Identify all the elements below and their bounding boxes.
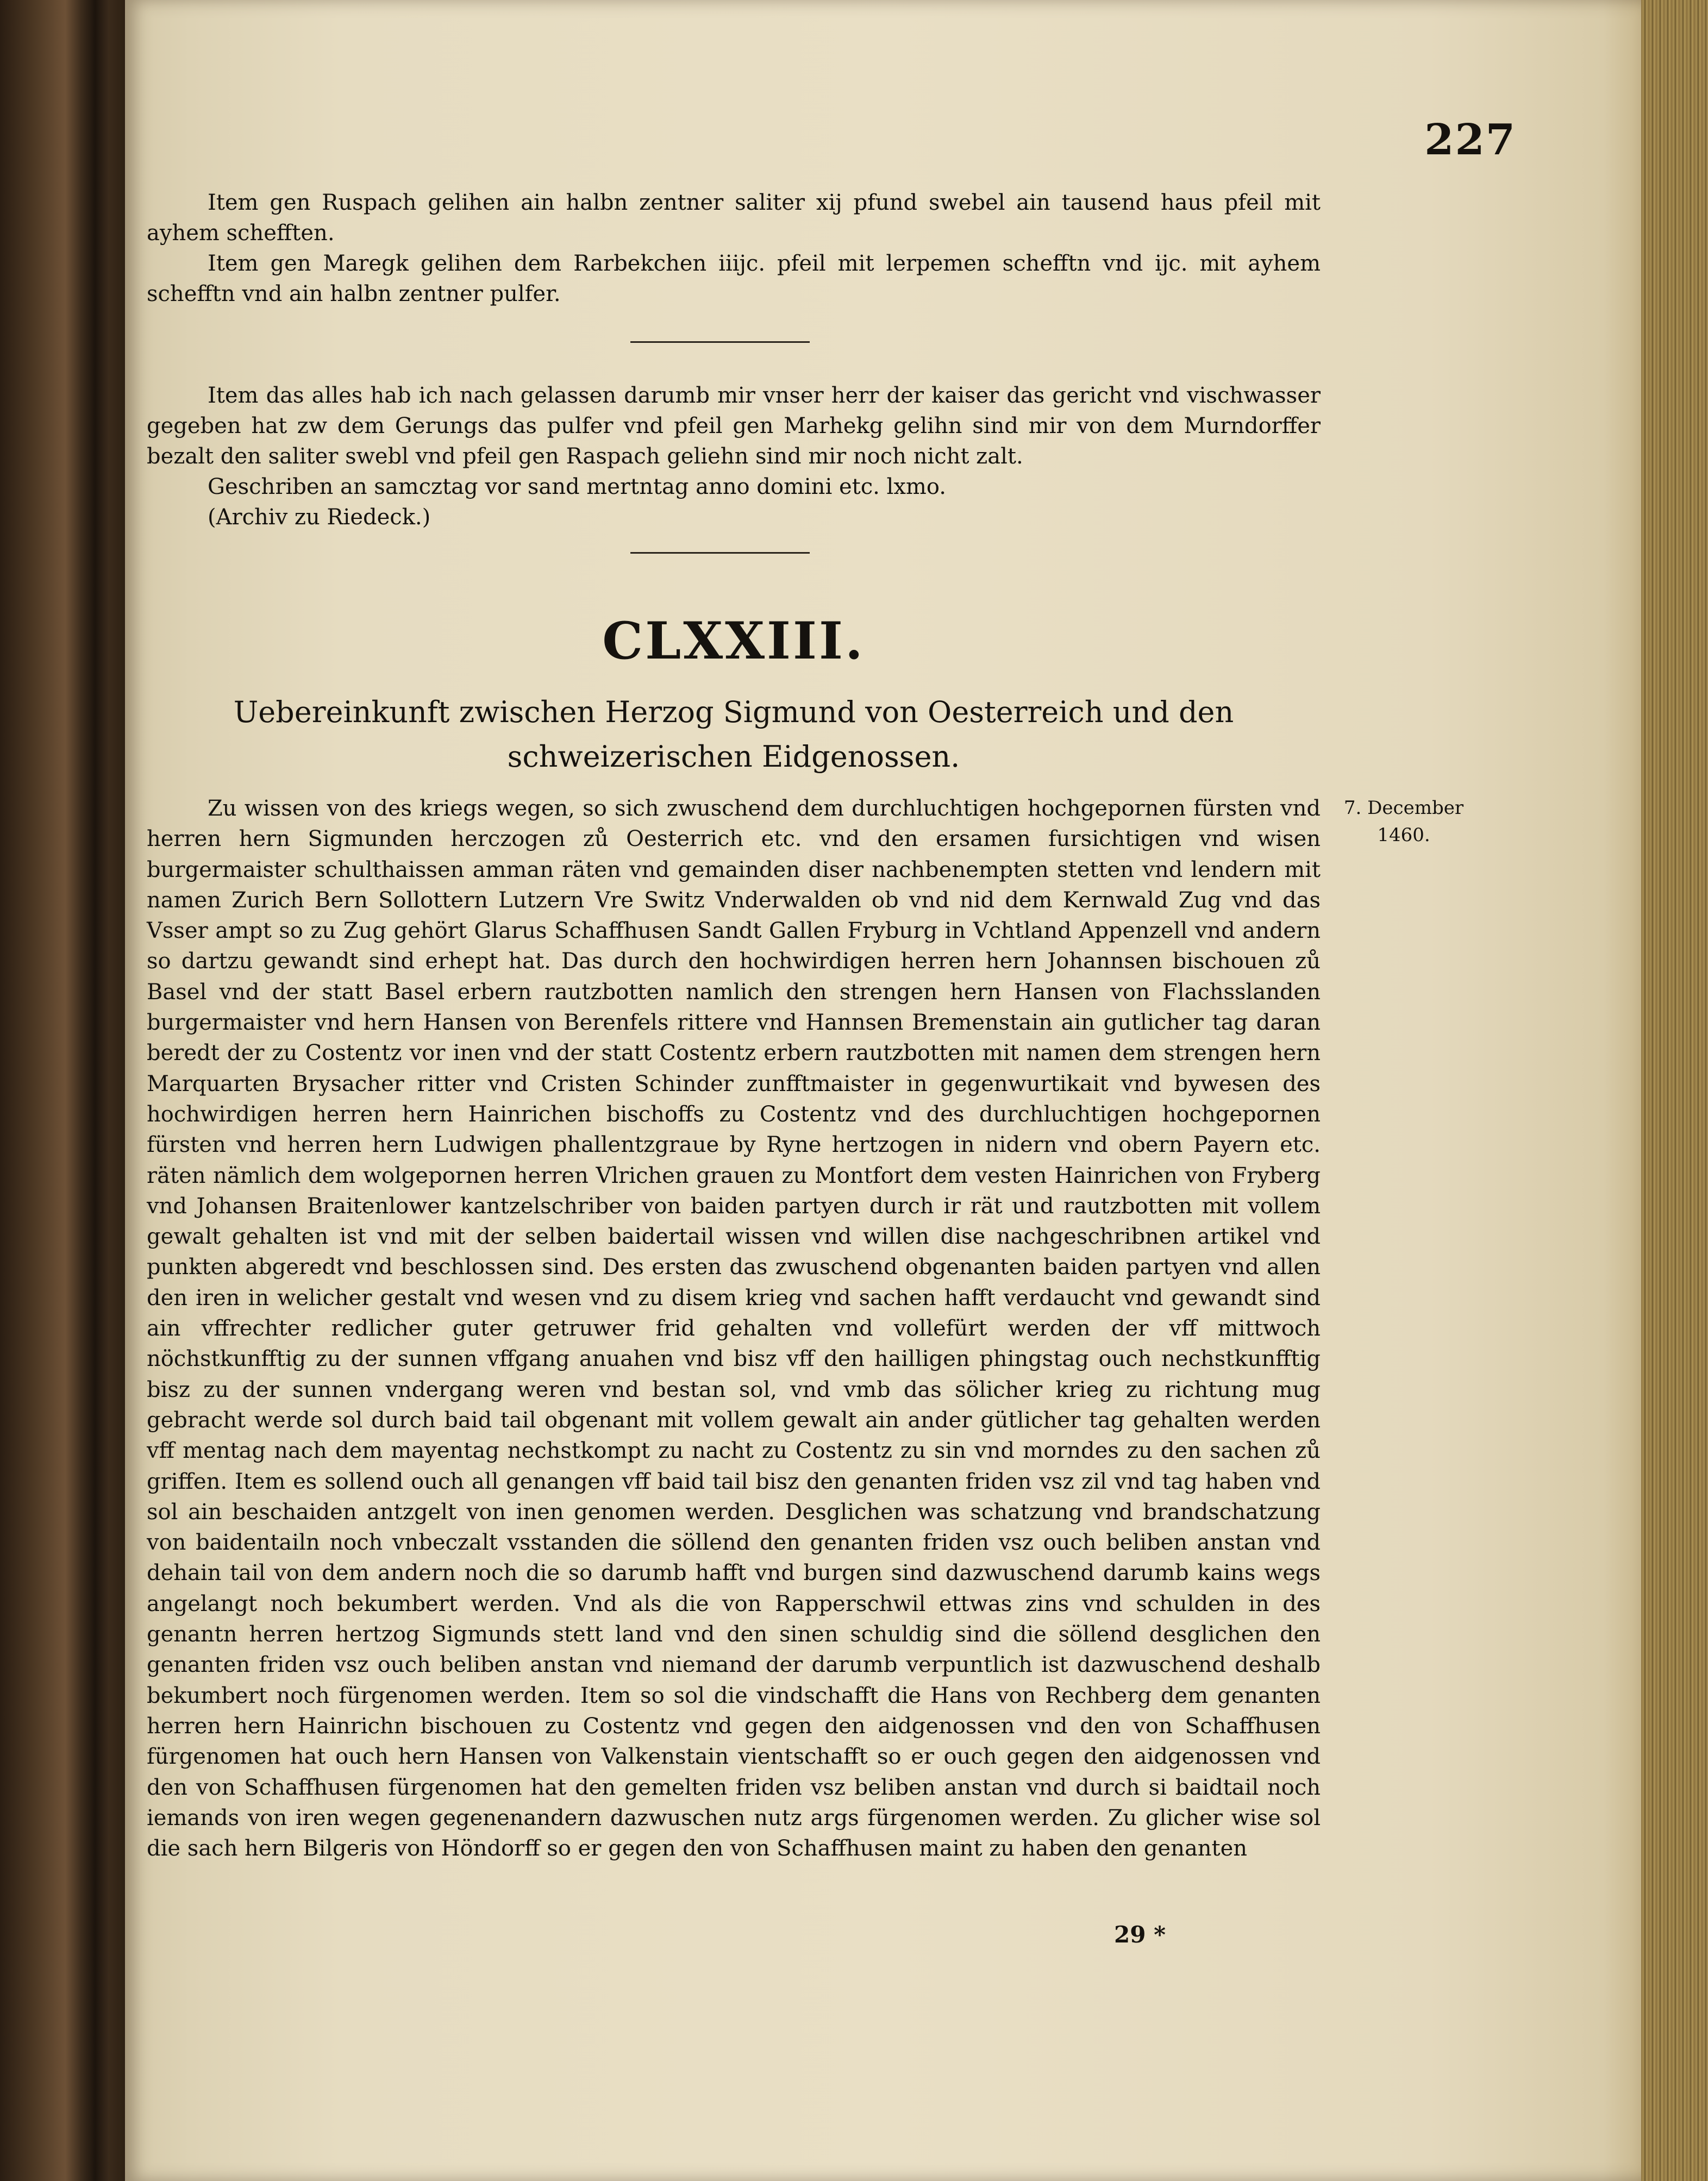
entry-paragraph: Item gen Ruspach gelihen ain halbn zentner saliter xij pfund swebel ain tausend haus pfeil mit ayhem schefften. <box>147 190 1321 246</box>
document-body <box>147 793 1321 1864</box>
page-edges <box>1641 0 1708 2181</box>
document-title: Uebereinkunft zwischen Herzog Sigmund von Oesterreich und den schweizerischen Eidgenossen. <box>233 695 1234 774</box>
top-entries <box>147 187 1321 309</box>
margin-date-year: 1460. <box>1377 824 1430 846</box>
entry-paragraph: Item das alles hab ich nach gelassen darumb mir vnser herr der kaiser das gericht vnd vischwasser gegeben hat zw dem Gerungs das pulfer vnd pfeil gen Marhekg gelihn sind mir von dem Murndorffer bezalt den saliter swebl vnd pfeil gen Raspach geliehn sind mir noch nicht zalt. <box>147 383 1321 469</box>
page-number: 227 <box>1424 115 1516 165</box>
date-line: Geschriben an samcztag vor sand mertntag anno domini etc. lxmo. <box>208 474 946 499</box>
section-divider <box>630 341 810 343</box>
page-content <box>147 0 1516 2181</box>
margin-date-day: 7. December <box>1343 797 1464 819</box>
signature-mark: 29 * <box>1114 1921 1166 1948</box>
closing-entries <box>147 380 1321 532</box>
section-divider <box>630 552 810 554</box>
margin-date <box>1325 794 1482 849</box>
entry-paragraph: Item gen Maregk gelihen dem Rarbekchen iiijc. pfeil mit lerpemen schefftn vnd ijc. mit ayhem schefftn vnd ain halbn zentner pulfer. <box>147 251 1321 306</box>
archive-source: (Archiv zu Riedeck.) <box>208 505 431 530</box>
body-paragraph: Zu wissen von des kriegs wegen, so sich zwuschend dem durchluchtigen hochgepornen fürsten vnd herren hern Sigmunden herczogen zů Oesterrich etc. vnd den ersamen fursichtigen vnd wisen burgermaister schulthaissen amman räten vnd gemainden diser nachbenempten stetten vnd lendern mit namen Zurich Bern Sollottern Lutzern Vre Switz Vnderwalden ob vnd nid dem Kernwald Zug vnd das Vsser ampt so zu Zug gehört Glarus Schaffhusen Sandt Gallen Fryburg in Vchtland Appenzell vnd andern so dartzu gewandt sind erhept hat. Das durch den hochwirdigen herren hern Johannsen bischouen zů Basel vnd der statt Basel erbern rautzbotten namlich den strengen hern Hansen von Flachsslanden burgermaister vnd hern Hansen von Berenfels rittere vnd Hannsen Bremenstain ain gutlicher tag daran beredt der zu Costentz vor inen vnd der statt Costentz erbern rautzbotten mit namen dem strengen hern Marquarten Brysacher ritter vnd Cristen Schinder zunfftmaister in gegenwurtikait vnd bywesen des hochwirdigen herren hern Hainrichen bischoffs zu Costentz vnd des durchluchtigen hochgepornen fürsten vnd herren hern Ludwigen phallentzgraue by Ryne hertzogen in nidern vnd obern Payern etc. räten nämlich dem wolgepornen herren Vlrichen grauen zu Montfort dem vesten Hainrichen von Fryberg vnd Johansen Braitenlower kantzelschriber von baiden partyen durch ir rät und rautzbotten mit vollem gewalt gehalten ist vnd mit der selben baidertail wissen vnd willen dise nachgeschribnen artikel vnd punkten abgeredt vnd beschlossen sind. Des ersten das zwuschend obgenanten baiden partyen vnd allen den iren in welicher gestalt vnd wesen vnd zu disem krieg vnd sachen hafft verdaucht vnd gewandt sind ain vffrechter redlicher guter getruwer frid gehalten vnd vollefürt werden der vff mittwoch nöchstkunfftig zu der sunnen vffgang anuahen vnd bisz vff den hailligen phingstag ouch nechstkunfftig bisz zu der sunnen vndergang weren vnd bestan sol, vnd vmb das sölicher krieg zu richtung mug gebracht werde sol durch baid tail obgenant mit vollem gewalt ain ander gütlicher tag gehalten werden vff mentag nach dem mayentag nechstkompt zu nacht zu Costentz zu sin vnd morndes zu den sachen zů griffen. Item es sollend ouch all genangen vff baid tail bisz den genanten friden vsz zil vnd tag haben vnd sol ain beschaiden antzgelt von inen genomen werden. Desglichen was schatzung vnd brandschatzung von baidentailn noch vnbeczalt vsstanden die söllend den genanten friden vsz ouch beliben anstan vnd dehain tail von dem andern noch die so darumb hafft vnd burgen sind dazwuschend darumb kains wegs angelangt noch bekumbert werden. Vnd als die von Rapperschwil ettwas zins vnd schulden in des genantn herren hertzog Sigmunds stett land vnd den sinen schuldig sind die söllend desglichen den genanten friden vsz ouch beliben anstan vnd niemand der darumb verpuntlich ist dazwuschend deshalb bekumbert noch fürgenomen werden. Item so sol die vindschafft die Hans von Rechberg dem genanten herren hern Hainrichn bischouen zu Costentz vnd gegen den aidgenossen vnd den von Schaffhusen fürgenomen hat ouch hern Hansen von Valkenstain vientschafft so er ouch gegen den aidgenossen vnd den von Schaffhusen fürgenomen hat den gemelten friden vsz beliben anstan vnd durch si baidtail noch iemands von iren wegen gegenenandern dazwuschen nutz args fürgenomen werden. Zu glicher wise sol die sach hern Bilgeris von Höndorff so er gegen den von Schaffhusen maint zu haben den genanten <box>147 796 1321 1862</box>
document-number: CLXXIII. <box>602 611 865 671</box>
